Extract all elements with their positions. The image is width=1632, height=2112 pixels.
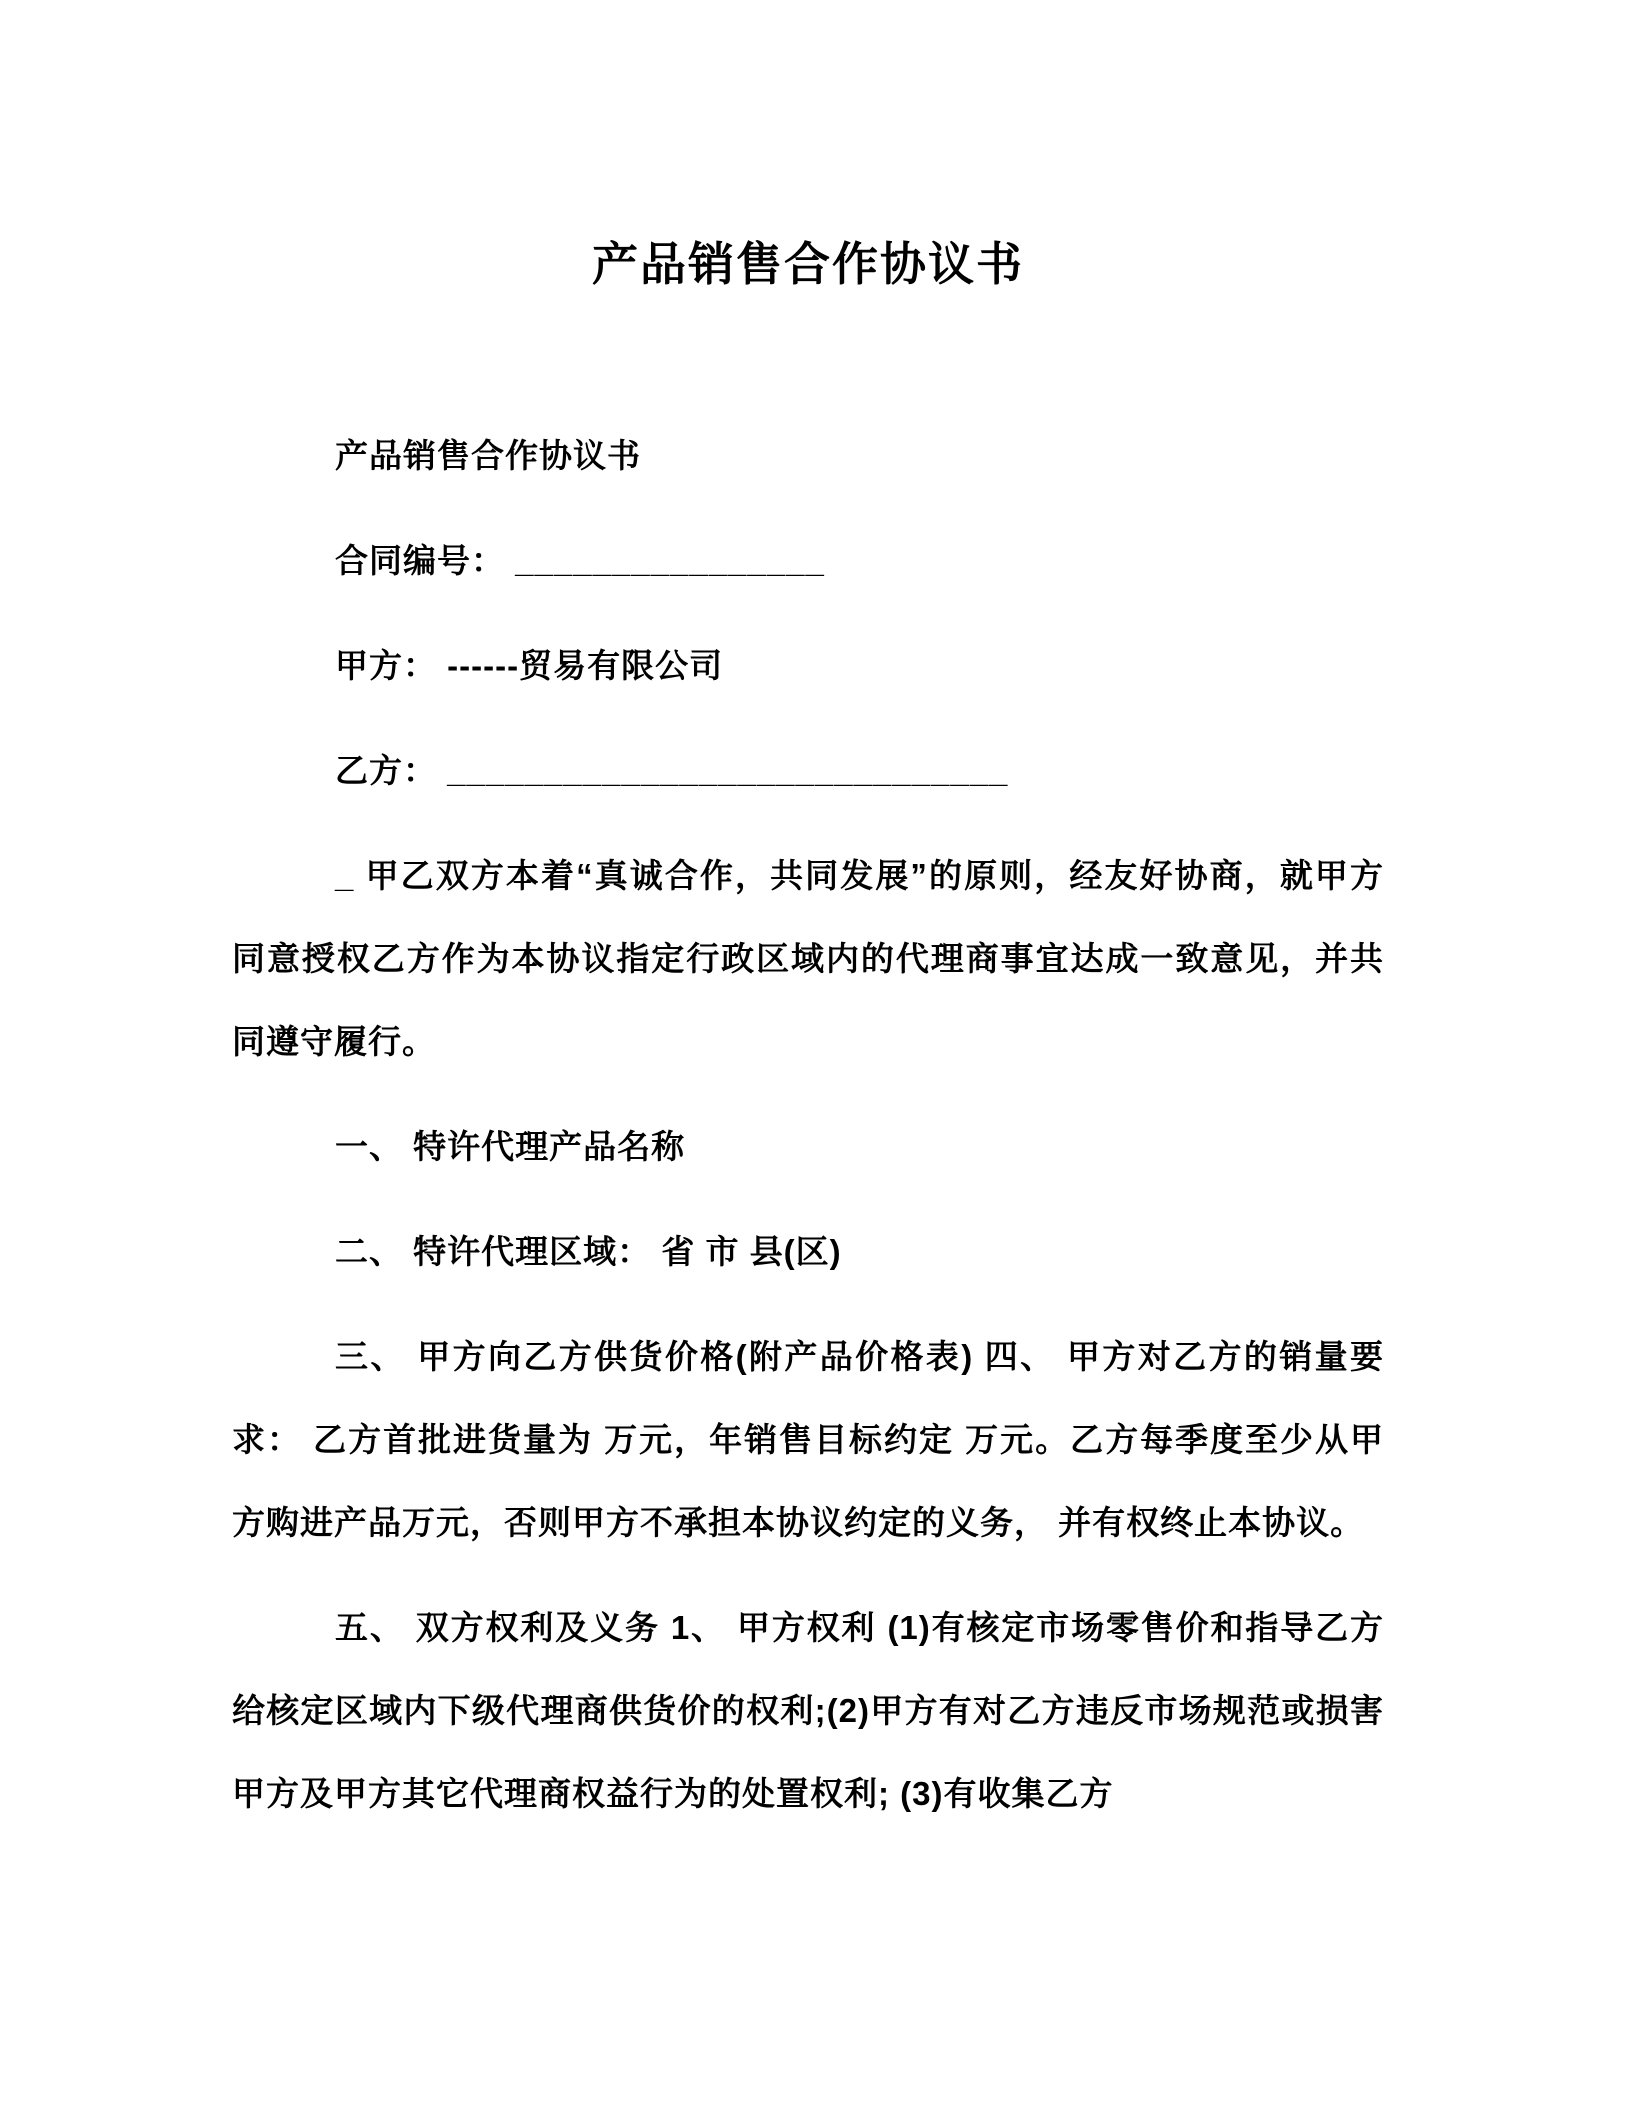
paragraph-clause-3-4: 三、 甲方向乙方供货价格(附产品价格表) 四、 甲方对乙方的销量要求： 乙方首批进货量为 万元，年销售目标约定 万元。乙方每季度至少从甲方购进产品万元，否则甲方不承担本协议约定的义务， 并有权终止本协议。 [232,1338,1384,1541]
paragraph-party-b: 乙方： _____________________________ [335,752,1009,789]
document-title: 产品销售合作协议书 [592,238,1024,290]
paragraph-contract-number: 合同编号： ________________ [335,542,825,579]
paragraph-clause-1: 一、 特许代理产品名称 [335,1128,686,1165]
paragraph-clause-5: 五、 双方权利及义务 1、 甲方权利 (1)有核定市场零售价和指导乙方给核定区域内下级代理商供货价的权利;(2)甲方有对乙方违反市场规范或损害甲方及甲方其它代理商权益行为的处置权利; (3)有收集乙方 [232,1609,1384,1812]
paragraph-party-a: 甲方： ------贸易有限公司 [335,647,724,684]
paragraph-doc-subtitle: 产品销售合作协议书 [335,437,641,474]
paragraph-clause-2: 二、 特许代理区域： 省 市 县(区) [335,1233,842,1270]
paragraph-preamble: _ 甲乙双方本着“真诚合作，共同发展”的原则，经友好协商，就甲方同意授权乙方作为本协议指定行政区域内的代理商事宜达成一致意见，并共同遵守履行。 [232,857,1384,1060]
